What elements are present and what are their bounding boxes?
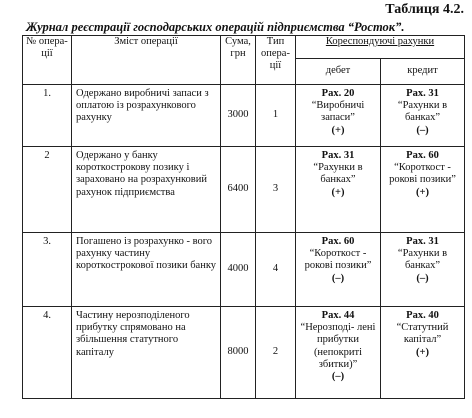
- header-debit: дебет: [296, 58, 381, 84]
- header-number: № опера-ції: [23, 36, 72, 85]
- row-type: 1: [256, 85, 296, 147]
- row-content: Одержано у банку короткострокову позику і зараховано на розрахунковий рахунок підприємства: [72, 147, 221, 233]
- credit-sign: (–): [416, 272, 429, 284]
- header-credit: кредит: [381, 58, 465, 84]
- row-number: 3.: [23, 233, 72, 307]
- row-sum: 8000: [221, 307, 256, 399]
- debit-cell: [296, 233, 381, 307]
- table-caption: Таблиця 4.2.: [385, 2, 464, 17]
- credit-account-name: “Короткост - рокові позики”: [389, 162, 456, 186]
- credit-account: Рах. 31: [406, 236, 439, 247]
- credit-sign: (–): [416, 124, 429, 136]
- header-sum: Сума, грн: [221, 36, 256, 85]
- table-title: Журнал реєстрації господарських операцій підприємства “Росток”.: [26, 20, 405, 34]
- table-row: [23, 307, 465, 399]
- debit-sign: (–): [331, 371, 345, 383]
- row-content: Частину нерозподіленого прибутку спрямовано на збільшення статутного капіталу: [72, 307, 221, 399]
- table-row: [23, 147, 465, 233]
- credit-cell: [381, 307, 465, 399]
- credit-account: Рах. 40: [406, 310, 439, 321]
- credit-cell: [381, 85, 465, 147]
- row-content: Одержано виробничі запаси з оплатою із розрахункового рахунку: [72, 85, 221, 147]
- credit-account: Рах. 31: [406, 88, 439, 99]
- credit-sign: (+): [416, 346, 429, 358]
- table-row: [23, 233, 465, 307]
- row-sum: 3000: [221, 85, 256, 147]
- table-row: [23, 85, 465, 147]
- row-content: Погашено із розрахунко - вого рахунку частину короткострокової позики банку: [72, 233, 221, 307]
- debit-sign: (+): [331, 124, 345, 136]
- row-sum: 4000: [221, 233, 256, 307]
- credit-account-name: “Рахунки в банках”: [397, 100, 448, 124]
- row-type: 3: [256, 147, 296, 233]
- operations-journal-table: [22, 35, 465, 399]
- debit-account: Рах. 44: [321, 310, 355, 321]
- row-number: 4.: [23, 307, 72, 399]
- debit-cell: [296, 307, 381, 399]
- debit-account: Рах. 60: [321, 236, 355, 247]
- header-type: Тип опера-ції: [256, 36, 296, 85]
- credit-account-name: “Статутний капітал”: [396, 322, 449, 346]
- debit-sign: (+): [331, 186, 345, 198]
- credit-cell: [381, 147, 465, 233]
- header-content: Зміст операції: [72, 36, 221, 85]
- credit-account-name: “Рахунки в банках”: [397, 248, 448, 272]
- debit-account-name: “Рахунки в банках”: [313, 162, 363, 186]
- debit-account-name: “Нерозподі- лені прибутки (непокриті збитки)”: [300, 322, 376, 370]
- debit-account: Рах. 20: [321, 88, 355, 99]
- credit-cell: [381, 233, 465, 307]
- debit-account-name: “Виробничі запаси”: [311, 100, 365, 124]
- debit-cell: [296, 85, 381, 147]
- row-number: 2: [23, 147, 72, 233]
- credit-sign: (+): [416, 186, 429, 198]
- row-type: 2: [256, 307, 296, 399]
- debit-account-name: “Короткост - рокові позики”: [304, 248, 372, 272]
- debit-account: Рах. 31: [321, 150, 355, 161]
- credit-account: Рах. 60: [406, 150, 439, 161]
- row-number: 1.: [23, 85, 72, 147]
- header-correspondence: Кореспондуючі рахунки: [296, 36, 465, 59]
- row-sum: 6400: [221, 147, 256, 233]
- debit-cell: [296, 147, 381, 233]
- debit-sign: (–): [331, 272, 345, 284]
- row-type: 4: [256, 233, 296, 307]
